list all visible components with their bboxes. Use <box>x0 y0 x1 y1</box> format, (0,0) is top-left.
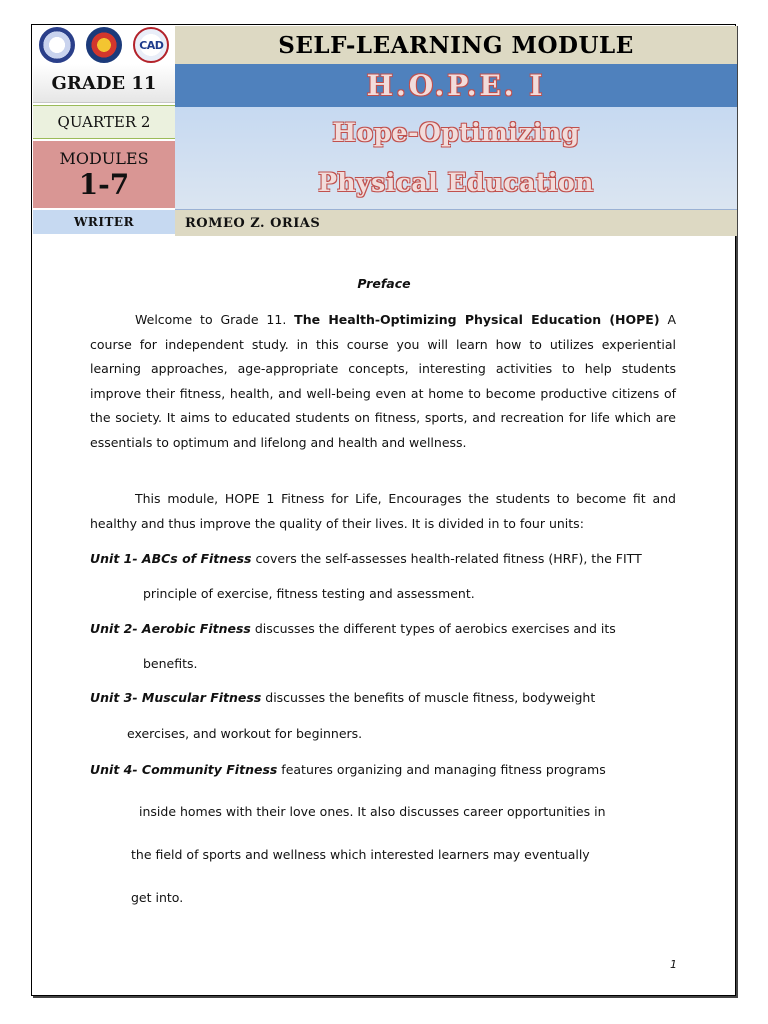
cad-logo-text: CAD <box>139 38 164 52</box>
unit-3-line-1 <box>90 690 690 705</box>
preface-paragraph-1 <box>90 308 676 455</box>
logo-strip <box>33 26 175 64</box>
grade-label: GRADE 11 <box>51 72 157 94</box>
writer-name: ROMEO Z. ORIAS <box>185 215 321 231</box>
unit-4-title: Unit 4- Community Fitness <box>90 762 278 777</box>
subject-title-line-2: Physical Education <box>318 168 594 197</box>
writer-label-box <box>33 210 175 234</box>
module-title: SELF-LEARNING MODULE <box>278 31 634 59</box>
writer-label: WRITER <box>73 215 135 229</box>
deped-seal-icon <box>39 27 75 63</box>
grade-box <box>33 64 175 103</box>
subject-code: H.O.P.E. I <box>366 69 546 102</box>
unit-3-text-1: discusses the benefits of muscle fitness, bodyweight <box>261 690 596 705</box>
p1-start: Welcome to Grade 11. <box>135 312 295 327</box>
cad-seal-icon <box>133 27 169 63</box>
unit-1-title: Unit 1- ABCs of Fitness <box>90 551 252 566</box>
p1-rest: A course for independent study. in this course you will learn how to utilizes experiential learning approaches, age-appropriate concepts, interesting activities to help students improve their fitness, health, and well-being even at home to become productive citizens of the society. It aims to educated students on fitness, sports, and recreation for life which are essentials to optimum and lifelong and health and wellness. <box>90 312 676 450</box>
writer-name-bar <box>175 210 737 236</box>
subject-title-line-1: Hope-Optimizing <box>332 118 580 147</box>
unit-3-title: Unit 3- Muscular Fitness <box>90 690 262 705</box>
unit-4-line-4: get into. <box>131 890 184 905</box>
unit-2-text-1: discusses the different types of aerobics exercises and its <box>250 621 616 636</box>
unit-4-line-2: inside homes with their love ones. It also discusses career opportunities in <box>139 804 606 819</box>
subject-code-bar <box>175 64 737 107</box>
region-seal-icon <box>86 27 122 63</box>
unit-1-text-1: covers the self-assesses health-related fitness (HRF), the FITT <box>251 551 642 566</box>
unit-3-line-2: exercises, and workout for beginners. <box>127 726 363 741</box>
modules-range: 1-7 <box>78 167 130 201</box>
modules-box <box>33 141 175 208</box>
unit-2-line-2: benefits. <box>143 656 198 671</box>
p1-bold: The Health-Optimizing Physical Education (HOPE) <box>294 312 660 327</box>
unit-1-line-1 <box>90 551 690 566</box>
preface-heading: Preface <box>357 276 411 291</box>
modules-label: MODULES <box>59 148 149 168</box>
unit-4-line-1 <box>90 762 690 777</box>
subject-title-box <box>175 107 737 210</box>
unit-4-text-1: features organizing and managing fitness programs <box>277 762 606 777</box>
quarter-label: QUARTER 2 <box>57 113 151 131</box>
unit-1-line-2: principle of exercise, fitness testing and assessment. <box>143 586 475 601</box>
unit-2-title: Unit 2- Aerobic Fitness <box>90 621 251 636</box>
preface-paragraph-2: This module, HOPE 1 Fitness for Life, Encourages the students to become fit and healthy and thus improve the quality of their lives. It is divided in to four units: <box>90 491 676 531</box>
unit-4-line-3: the field of sports and wellness which interested learners may eventually <box>131 847 590 862</box>
quarter-box <box>33 105 175 139</box>
unit-2-line-1 <box>90 621 690 636</box>
page-number: 1 <box>670 958 677 971</box>
module-title-bar <box>175 26 737 64</box>
